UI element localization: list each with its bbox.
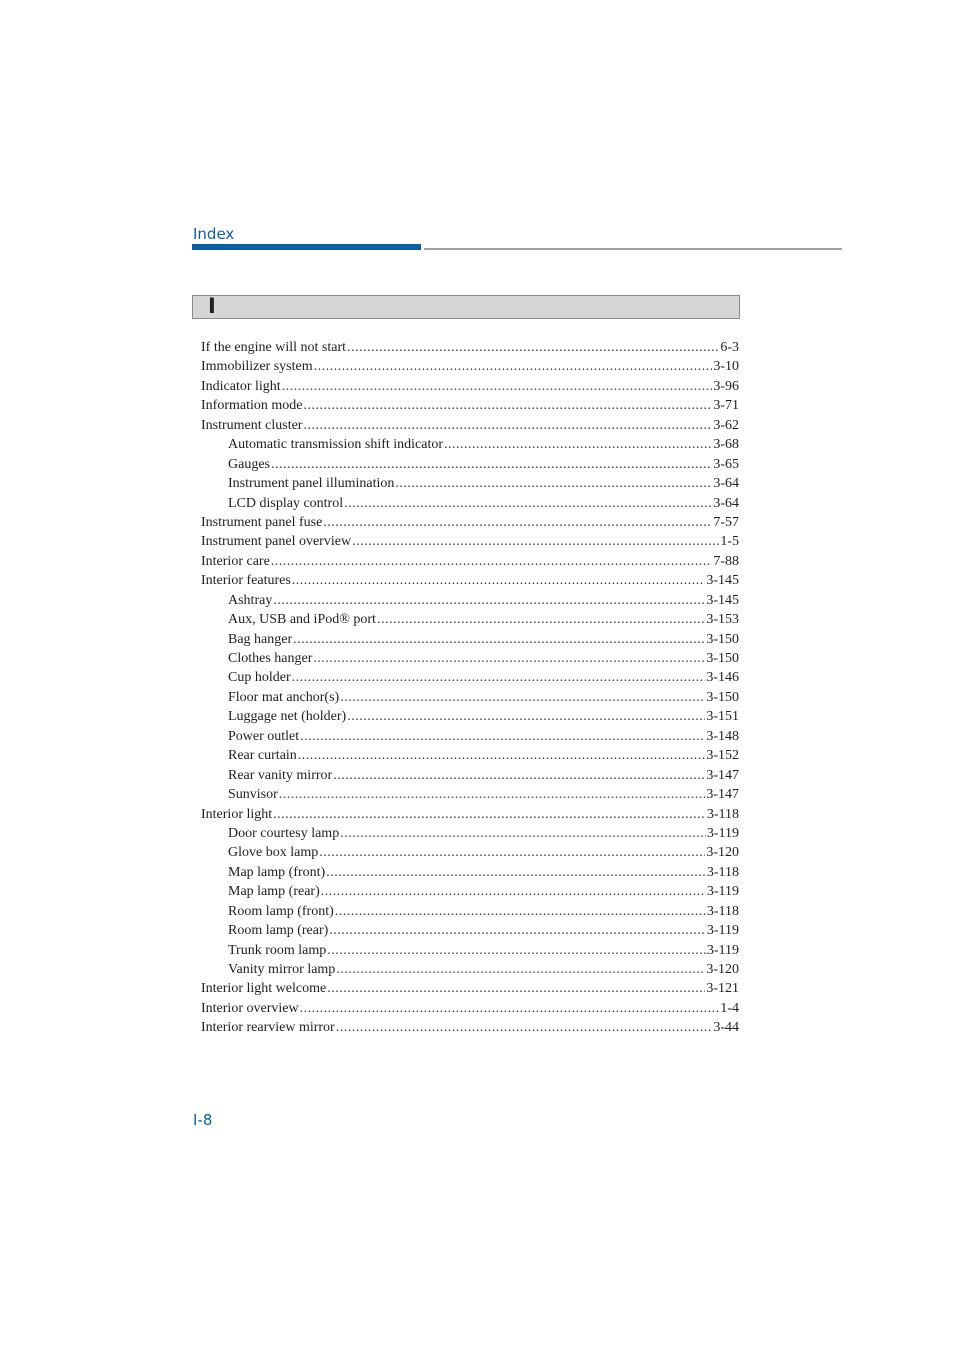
entry-page-ref: 3-120 bbox=[706, 962, 739, 977]
dot-leader bbox=[298, 746, 706, 765]
index-subentry bbox=[201, 668, 739, 687]
header-title: Index bbox=[193, 225, 235, 243]
entry-label: Clothes hanger bbox=[228, 651, 313, 666]
entry-page-ref: 1-5 bbox=[720, 534, 739, 550]
dot-leader bbox=[326, 863, 706, 882]
index-subentry bbox=[201, 824, 739, 843]
dot-leader bbox=[352, 532, 719, 551]
entry-label: Ashtray bbox=[228, 592, 273, 608]
entry-label: Interior overview bbox=[201, 1000, 299, 1016]
index-entry bbox=[201, 338, 739, 357]
dot-leader bbox=[313, 649, 705, 668]
entry-label: Power outlet bbox=[228, 728, 300, 744]
entry-page-ref: 3-147 bbox=[706, 767, 739, 783]
index-entry bbox=[201, 532, 739, 551]
entry-page-ref: 3-148 bbox=[706, 728, 739, 744]
entry-page-ref: 3-145 bbox=[706, 592, 739, 608]
entry-label: Interior care bbox=[201, 553, 270, 569]
index-entry bbox=[201, 377, 739, 396]
dot-leader bbox=[327, 941, 706, 960]
entry-page-ref: 3-120 bbox=[706, 845, 739, 861]
index-subentry bbox=[201, 707, 739, 726]
entry-label: Floor mat anchor(s) bbox=[228, 689, 340, 705]
dot-leader bbox=[327, 979, 705, 998]
entry-label: Vanity mirror lamp bbox=[228, 962, 336, 977]
section-letter: I bbox=[208, 294, 216, 318]
entry-page-ref: 3-64 bbox=[713, 476, 739, 492]
dot-leader bbox=[340, 824, 706, 843]
dot-leader bbox=[333, 766, 705, 785]
dot-leader bbox=[292, 571, 706, 590]
index-entry bbox=[201, 999, 739, 1018]
entry-page-ref: 3-147 bbox=[706, 787, 739, 803]
entry-page-ref: 3-119 bbox=[706, 884, 739, 900]
dot-leader bbox=[273, 591, 705, 610]
entry-page-ref: 3-150 bbox=[706, 689, 739, 705]
entry-label: Room lamp (rear) bbox=[228, 923, 329, 939]
index-subentry bbox=[201, 785, 739, 804]
page-number: I-8 bbox=[193, 1111, 213, 1129]
entry-page-ref: 3-10 bbox=[713, 359, 739, 375]
entry-label: Interior light welcome bbox=[201, 981, 327, 997]
index-subentry bbox=[201, 902, 739, 921]
index-subentry bbox=[201, 688, 739, 707]
dot-leader bbox=[273, 805, 706, 824]
dot-leader bbox=[323, 513, 712, 532]
entry-label: Door courtesy lamp bbox=[228, 825, 340, 841]
entry-label: LCD display control bbox=[228, 495, 344, 511]
entry-page-ref: 3-121 bbox=[706, 981, 739, 997]
entry-page-ref: 3-151 bbox=[706, 709, 739, 725]
dot-leader bbox=[335, 902, 706, 921]
index-subentry bbox=[201, 630, 739, 649]
entry-page-ref: 3-118 bbox=[706, 903, 739, 919]
index-subentry bbox=[201, 843, 739, 862]
index-subentry bbox=[201, 863, 739, 882]
entry-label: Luggage net (holder) bbox=[228, 709, 347, 725]
index-subentry bbox=[201, 727, 739, 746]
entry-label: If the engine will not start bbox=[201, 340, 347, 355]
entry-page-ref: 3-118 bbox=[706, 806, 739, 822]
entry-page-ref: 3-146 bbox=[706, 670, 739, 686]
entry-label: Indicator light bbox=[201, 378, 281, 394]
dot-leader bbox=[271, 455, 712, 474]
dot-leader bbox=[282, 377, 713, 396]
entry-label: Automatic transmission shift indicator bbox=[228, 437, 444, 453]
entry-label: Bag hanger bbox=[228, 631, 293, 647]
entry-page-ref: 3-62 bbox=[713, 417, 739, 433]
header-rule-accent bbox=[192, 244, 421, 250]
index-subentry bbox=[201, 455, 739, 474]
entry-label: Cup holder bbox=[228, 670, 291, 686]
index-subentry bbox=[201, 435, 739, 454]
dot-leader bbox=[303, 416, 712, 435]
entry-label: Sunvisor bbox=[228, 787, 278, 803]
entry-label: Glove box lamp bbox=[228, 845, 319, 861]
entry-label: Gauges bbox=[228, 456, 270, 472]
dot-leader bbox=[314, 357, 713, 376]
index-subentry bbox=[201, 766, 739, 785]
index-subentry bbox=[201, 921, 739, 940]
dot-leader bbox=[300, 727, 705, 746]
dot-leader bbox=[321, 882, 706, 901]
entry-page-ref: 3-65 bbox=[713, 456, 739, 472]
entry-label: Information mode bbox=[201, 398, 303, 414]
entry-page-ref: 7-57 bbox=[713, 514, 739, 530]
index-subentry bbox=[201, 960, 739, 979]
entry-page-ref: 3-96 bbox=[713, 378, 739, 394]
entry-page-ref: 3-150 bbox=[706, 631, 739, 647]
index-entry bbox=[201, 396, 739, 415]
entry-label: Map lamp (rear) bbox=[228, 884, 320, 900]
entry-page-ref: 3-152 bbox=[706, 748, 739, 764]
dot-leader bbox=[336, 960, 705, 979]
entry-label: Map lamp (front) bbox=[228, 864, 326, 880]
dot-leader bbox=[377, 610, 705, 629]
entry-page-ref: 3-150 bbox=[706, 651, 739, 666]
index-entry bbox=[201, 552, 739, 571]
header-rule bbox=[424, 248, 842, 250]
entry-label: Interior features bbox=[201, 573, 291, 589]
entry-page-ref: 3-64 bbox=[713, 495, 739, 511]
entry-label: Trunk room lamp bbox=[228, 942, 327, 958]
entry-page-ref: 3-119 bbox=[706, 942, 739, 958]
dot-leader bbox=[300, 999, 720, 1018]
index-entry bbox=[201, 1018, 739, 1037]
dot-leader bbox=[303, 396, 712, 415]
dot-leader bbox=[347, 338, 719, 357]
entry-label: Instrument panel illumination bbox=[228, 476, 395, 492]
entry-page-ref: 3-119 bbox=[706, 825, 739, 841]
section-letter-box bbox=[192, 295, 740, 319]
index-subentry bbox=[201, 882, 739, 901]
entry-label: Immobilizer system bbox=[201, 359, 313, 375]
entry-page-ref: 1-4 bbox=[720, 1000, 739, 1016]
index-entry bbox=[201, 416, 739, 435]
entry-label: Rear curtain bbox=[228, 748, 297, 764]
entry-label: Room lamp (front) bbox=[228, 903, 334, 919]
entry-label: Instrument panel overview bbox=[201, 534, 352, 550]
entry-label: Instrument cluster bbox=[201, 417, 303, 433]
dot-leader bbox=[340, 688, 705, 707]
dot-leader bbox=[336, 1018, 713, 1037]
dot-leader bbox=[293, 630, 705, 649]
dot-leader bbox=[279, 785, 706, 804]
entry-label: Rear vanity mirror bbox=[228, 767, 333, 783]
dot-leader bbox=[395, 474, 712, 493]
dot-leader bbox=[271, 552, 713, 571]
entry-page-ref: 3-71 bbox=[713, 398, 739, 414]
index-subentry bbox=[201, 941, 739, 960]
entry-label: Interior rearview mirror bbox=[201, 1020, 335, 1036]
index-entry bbox=[201, 571, 739, 590]
index-entry bbox=[201, 513, 739, 532]
entry-page-ref: 3-153 bbox=[706, 612, 739, 628]
entry-page-ref: 3-118 bbox=[706, 864, 739, 880]
dot-leader bbox=[344, 494, 712, 513]
entry-page-ref: 3-145 bbox=[706, 573, 739, 589]
dot-leader bbox=[292, 668, 706, 687]
entry-page-ref: 7-88 bbox=[713, 553, 739, 569]
entry-page-ref: 3-44 bbox=[713, 1020, 739, 1036]
entry-label: Aux, USB and iPod® port bbox=[228, 612, 376, 628]
index-subentry bbox=[201, 649, 739, 668]
index-subentry bbox=[201, 474, 739, 493]
index-entry bbox=[201, 357, 739, 376]
entry-page-ref: 6-3 bbox=[720, 340, 739, 355]
dot-leader bbox=[347, 707, 705, 726]
index-subentry bbox=[201, 610, 739, 629]
entry-page-ref: 3-119 bbox=[706, 923, 739, 939]
entry-label: Instrument panel fuse bbox=[201, 514, 323, 530]
index-entry bbox=[201, 979, 739, 998]
dot-leader bbox=[329, 921, 706, 940]
index-subentry bbox=[201, 494, 739, 513]
index-subentry bbox=[201, 746, 739, 765]
entry-page-ref: 3-68 bbox=[713, 437, 739, 453]
entry-label: Interior light bbox=[201, 806, 273, 822]
dot-leader bbox=[444, 435, 712, 454]
index-entry bbox=[201, 805, 739, 824]
dot-leader bbox=[319, 843, 705, 862]
index-subentry bbox=[201, 591, 739, 610]
index-list bbox=[201, 338, 739, 1038]
